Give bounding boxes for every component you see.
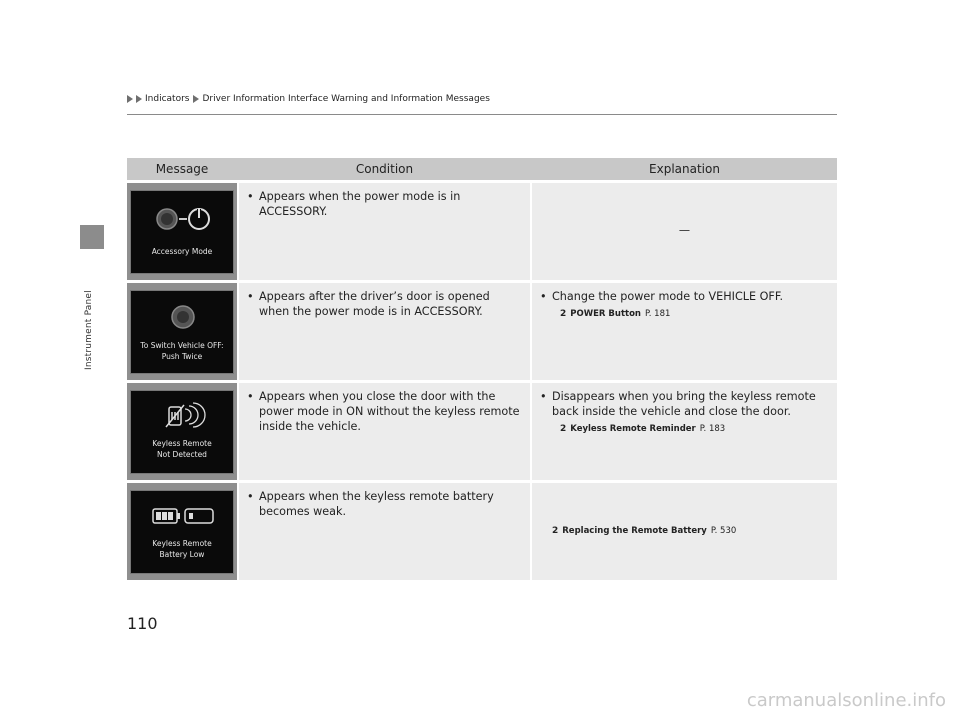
explanation-cell	[532, 383, 837, 480]
page-reference[interactable]	[560, 422, 829, 437]
table-header	[127, 158, 837, 180]
message-cell	[127, 283, 237, 380]
battery-icon	[131, 491, 235, 575]
reference-page: P. 181	[644, 309, 671, 319]
message-cell	[127, 183, 237, 280]
reference-label: Keyless Remote Reminder	[570, 424, 696, 434]
condition-cell	[239, 483, 530, 580]
display-screen	[130, 190, 234, 274]
bullet-icon: •	[247, 490, 254, 503]
explanation-text: —	[678, 224, 691, 237]
explanation-text: Change the power mode to VEHICLE OFF.	[552, 290, 784, 303]
explanation-cell	[532, 183, 837, 280]
breadcrumb	[127, 94, 490, 104]
header-divider	[127, 114, 837, 115]
reference-label: POWER Button	[570, 309, 641, 319]
reference-page: P. 183	[699, 424, 726, 434]
reference-label: Replacing the Remote Battery	[562, 526, 707, 536]
condition-text: Appears when you close the door with the power mode in ON without the keyless remote inside the vehicle.	[259, 390, 520, 433]
condition-text: Appears when the power mode is in ACCESSORY.	[259, 190, 461, 218]
bullet-icon: •	[247, 390, 254, 403]
start-button-icon	[131, 191, 235, 275]
table-row	[127, 283, 837, 380]
screen-caption: To Switch Vehicle OFF:	[140, 340, 224, 350]
explanation-cell	[532, 483, 837, 580]
display-screen	[130, 290, 234, 374]
screen-caption: Not Detected	[157, 449, 207, 459]
table-row	[127, 483, 837, 580]
header-explanation: Explanation	[649, 162, 720, 176]
display-screen	[130, 390, 234, 474]
condition-text: Appears after the driver’s door is opened when the power mode is in ACCESSORY.	[259, 290, 490, 318]
screen-caption: Accessory Mode	[151, 246, 213, 256]
screen-caption: Keyless Remote	[152, 438, 212, 448]
message-cell	[127, 383, 237, 480]
page-reference[interactable]	[560, 307, 829, 322]
screen-caption: Battery Low	[159, 549, 205, 559]
bullet-icon: •	[540, 390, 547, 403]
key-fob-crossed-icon	[131, 391, 235, 475]
header-condition: Condition	[355, 162, 414, 176]
reference-arrow-icon: 2	[552, 526, 559, 536]
condition-text: Appears when the keyless remote battery becomes weak.	[259, 490, 494, 518]
screen-caption: Keyless Remote	[152, 538, 212, 548]
reference-page: P. 530	[710, 526, 737, 536]
triangle-arrow-icon	[193, 95, 199, 103]
section-tab	[80, 225, 104, 249]
bullet-icon: •	[247, 190, 254, 203]
reference-arrow-icon: 2	[560, 424, 567, 434]
messages-table	[127, 158, 837, 580]
table-row	[127, 383, 837, 480]
reference-arrow-icon: 2	[560, 309, 567, 319]
watermark: carmanualsonline.info	[746, 690, 946, 711]
triangle-arrow-icon	[127, 95, 133, 103]
header-message: Message	[155, 162, 209, 176]
section-label: Instrument Panel	[84, 290, 94, 370]
table-row	[127, 183, 837, 280]
explanation-text: Disappears when you bring the keyless remote back inside the vehicle and close the door.	[552, 390, 816, 418]
page-number: 110	[127, 614, 158, 633]
condition-cell	[239, 183, 530, 280]
display-screen	[130, 490, 234, 574]
breadcrumb-item[interactable]: Driver Information Interface Warning and Information Messages	[202, 94, 490, 104]
triangle-arrow-icon	[136, 95, 142, 103]
start-button-icon	[131, 291, 235, 375]
condition-cell	[239, 383, 530, 480]
screen-caption: Push Twice	[161, 351, 203, 361]
explanation-cell	[532, 283, 837, 380]
breadcrumb-item[interactable]: Indicators	[145, 94, 190, 104]
page-reference[interactable]	[552, 524, 829, 539]
condition-cell	[239, 283, 530, 380]
bullet-icon: •	[247, 290, 254, 303]
bullet-icon: •	[540, 290, 547, 303]
message-cell	[127, 483, 237, 580]
